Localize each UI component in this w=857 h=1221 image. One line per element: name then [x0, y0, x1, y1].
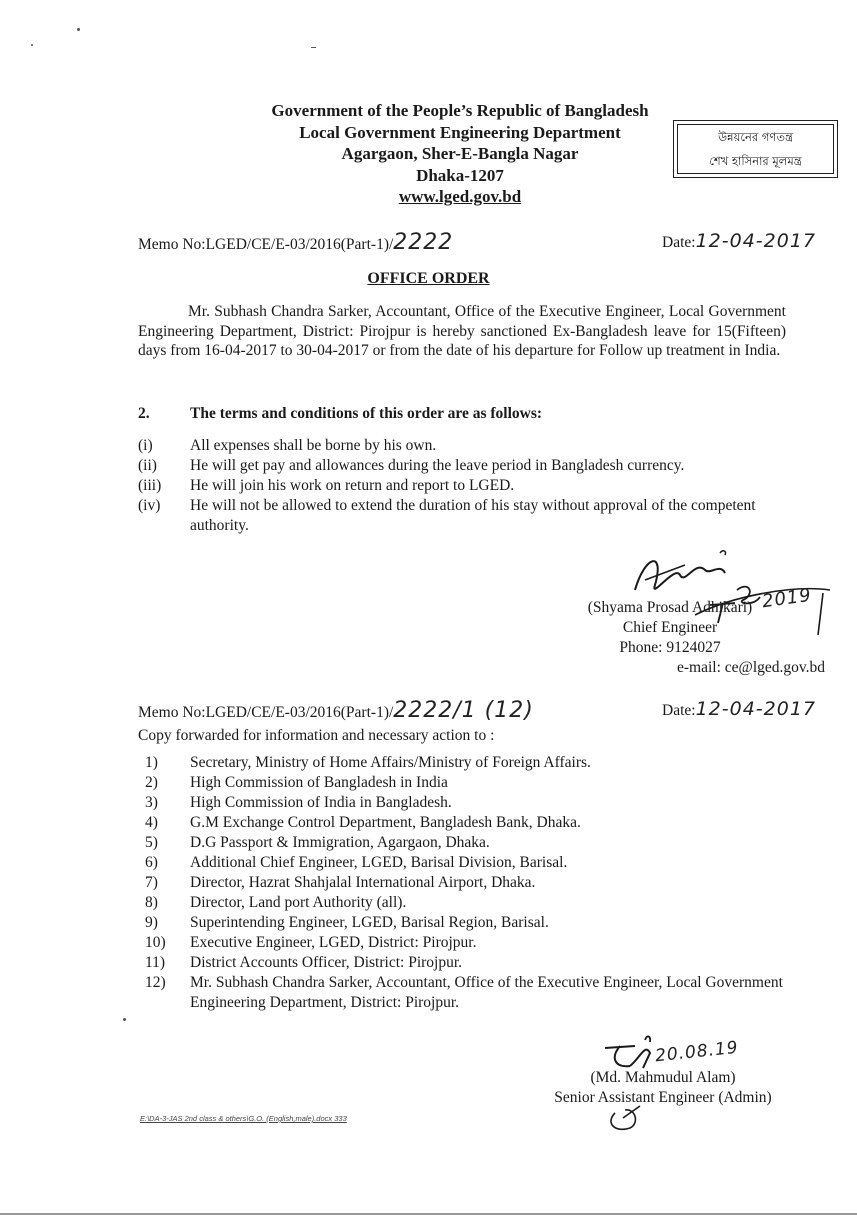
- scan-speck: [77, 28, 80, 31]
- copy-list-item: [145, 813, 790, 833]
- copy-text: District Accounts Officer, District: Pirojpur.: [190, 954, 463, 971]
- letterhead-line-2: Local Government Engineering Department: [299, 122, 621, 142]
- copy-list-item: [145, 833, 790, 853]
- date-label: Date:: [662, 234, 696, 251]
- copy-list-item: [145, 793, 790, 813]
- terms-item: [138, 436, 788, 456]
- signatory-name: (Md. Mahmudul Alam): [590, 1069, 736, 1086]
- copy-num: 9): [145, 914, 158, 931]
- copy-text: G.M Exchange Control Department, Bangladesh Bank, Dhaka.: [190, 814, 581, 831]
- copy-num: 10): [145, 934, 166, 951]
- date-label: Date:: [662, 702, 696, 719]
- memo-label: Memo No:LGED/CE/E-03/2016(Part-1)/: [138, 704, 394, 721]
- copy-intro: Copy forwarded for information and necessary action to :: [138, 727, 495, 744]
- copy-list-item: [145, 873, 790, 893]
- scan-speck: [123, 1018, 126, 1021]
- copy-text: Mr. Subhash Chandra Sarker, Accountant, Office of the Executive Engineer, Local Government Engineering Department, District: Pirojpur.: [190, 974, 783, 1011]
- handwritten-date: 12-04-2017: [695, 698, 816, 720]
- assistant-engineer-block: [538, 1068, 788, 1108]
- terms-number: 2.: [138, 405, 150, 422]
- terms-item-num: (ii): [138, 457, 157, 474]
- terms-item-num: (iii): [138, 477, 162, 494]
- copy-list-item: [145, 973, 790, 1013]
- terms-item: [138, 496, 788, 536]
- letterhead: [200, 100, 720, 208]
- terms-item: [138, 456, 788, 476]
- memo-number-1: [138, 230, 453, 255]
- memo-handwritten-number: 2222: [393, 230, 454, 255]
- copy-num: 6): [145, 854, 158, 871]
- scan-edge: [0, 1213, 857, 1215]
- copy-text: Executive Engineer, LGED, District: Pirojpur.: [190, 934, 477, 951]
- terms-item-num: (i): [138, 437, 153, 454]
- memo-label: Memo No:LGED/CE/E-03/2016(Part-1)/: [138, 236, 394, 253]
- copy-num: 11): [145, 954, 166, 971]
- letterhead-line-3: Agargaon, Sher-E-Bangla Nagar: [341, 144, 579, 163]
- signatory-designation: Chief Engineer: [622, 619, 718, 636]
- copy-num: 7): [145, 874, 158, 891]
- file-path-footer: E:\DA-3-JAS 2nd class & others\G.O. (English,male).docx 333: [140, 1114, 347, 1123]
- terms-item-num: (iv): [138, 497, 161, 514]
- memo-date-1: [662, 230, 816, 252]
- copy-num: 8): [145, 894, 158, 911]
- office-order-title: OFFICE ORDER: [367, 270, 490, 287]
- scan-speck: [311, 47, 316, 48]
- copy-list-item: [145, 853, 790, 873]
- copy-list-item: [145, 753, 790, 773]
- copy-text: Superintending Engineer, LGED, Barisal Region, Barisal.: [190, 914, 549, 931]
- terms-item: [138, 476, 788, 496]
- copy-list-item: [145, 953, 790, 973]
- order-paragraph: Mr. Subhash Chandra Sarker, Accountant, Office of the Executive Engineer, Local Government Engineering Department, District: Pirojpur is hereby sanctioned Ex-Bangladesh leave for 15(Fifteen) days from 16-04-2017 to 30-04-2017 or from the date of his departure for Follow up treatment in India.: [138, 303, 786, 359]
- letterhead-line-1: Government of the People’s Republic of Bangladesh: [271, 101, 649, 120]
- terms-item-text: He will get pay and allowances during the leave period in Bangladesh currency.: [190, 457, 685, 474]
- terms-item-text: All expenses shall be borne by his own.: [190, 437, 437, 454]
- copy-num: 3): [145, 794, 158, 811]
- copy-text: Director, Hazrat Shahjalal International Airport, Dhaka.: [190, 874, 536, 891]
- terms-heading-text: The terms and conditions of this order are as follows:: [190, 405, 543, 422]
- copy-list-item: [145, 893, 790, 913]
- assistant-sign-date: 20.08.19: [654, 1037, 740, 1067]
- memo-date-2: [662, 698, 816, 720]
- copy-num: 5): [145, 834, 158, 851]
- signatory-email: e-mail: ce@lged.gov.bd: [677, 659, 825, 676]
- copy-text: Additional Chief Engineer, LGED, Barisal Division, Barisal.: [190, 854, 568, 871]
- memo-number-2: [138, 698, 534, 723]
- memo-handwritten-number: 2222/1 (12): [393, 698, 534, 723]
- letterhead-line-4: Dhaka-1207: [416, 165, 504, 185]
- slogan-line-2: শেখ হাসিনার মূলমন্ত্র: [709, 154, 802, 168]
- copy-text: High Commission of Bangladesh in India: [190, 774, 448, 791]
- signatory-name: (Shyama Prosad Adhikari): [587, 599, 753, 616]
- scan-speck: [31, 44, 33, 46]
- copy-list-item: [145, 933, 790, 953]
- signature-date: 2019: [760, 584, 814, 613]
- handwritten-date: 12-04-2017: [695, 230, 816, 252]
- copy-list-item: [145, 913, 790, 933]
- terms-item-text: He will not be allowed to extend the duration of his stay without approval of the competent authority.: [190, 497, 756, 534]
- copy-text: High Commission of India in Bangladesh.: [190, 794, 452, 811]
- copy-text: Director, Land port Authority (all).: [190, 894, 407, 911]
- signatory-phone: Phone: 9124027: [619, 639, 721, 656]
- copy-text: D.G Passport & Immigration, Agargaon, Dhaka.: [190, 834, 490, 851]
- terms-heading: [138, 404, 788, 424]
- copy-text: Secretary, Ministry of Home Affairs/Ministry of Foreign Affairs.: [190, 754, 591, 771]
- copy-num: 4): [145, 814, 158, 831]
- slogan-line-1: উন্নয়নের গণতন্ত্র: [718, 130, 793, 144]
- terms-item-text: He will join his work on return and report to LGED.: [190, 477, 515, 494]
- copy-num: 2): [145, 774, 158, 791]
- copy-num: 12): [145, 974, 166, 991]
- slogan-box: [673, 120, 838, 178]
- signatory-designation: Senior Assistant Engineer (Admin): [554, 1089, 772, 1106]
- website-link[interactable]: www.lged.gov.bd: [398, 187, 522, 206]
- copy-num: 1): [145, 754, 158, 771]
- copy-list-item: [145, 773, 790, 793]
